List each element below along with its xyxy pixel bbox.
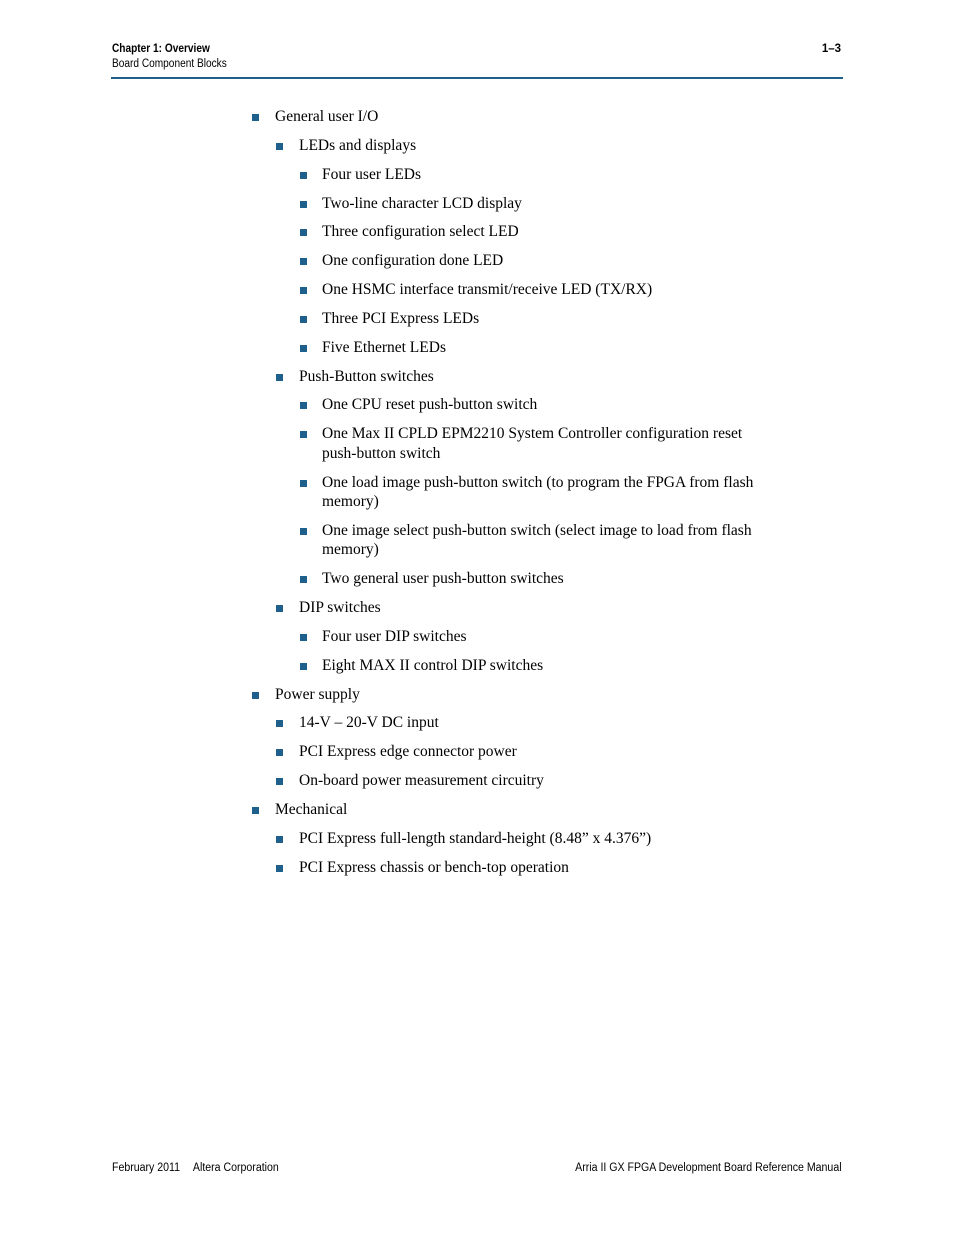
page-footer-right [576, 1162, 842, 1174]
list-item: One CPU reset push-button switch [322, 396, 538, 413]
list-item: Four user LEDs [322, 166, 422, 183]
list-item: One HSMC interface transmit/receive LED (TX/RX) [322, 281, 653, 298]
footer-manual-title: Arria II GX FPGA Development Board Reference Manual [575, 1162, 842, 1174]
footer-date: February 2011 [112, 1162, 181, 1174]
list-item: PCI Express edge connector power [299, 743, 517, 760]
footer-company: Altera Corporation [192, 1162, 279, 1174]
list-item: Five Ethernet LEDs [322, 339, 446, 356]
list-item-continuation: push-button switch [322, 445, 441, 462]
square-bullet-icon [252, 114, 259, 121]
list-item: One configuration done LED [322, 252, 504, 269]
square-bullet-icon [276, 605, 283, 612]
list-item-continuation: memory) [322, 493, 379, 510]
square-bullet-icon [252, 692, 259, 699]
square-bullet-icon [300, 480, 307, 487]
square-bullet-icon [276, 720, 283, 727]
list-item: Two-line character LCD display [322, 195, 522, 212]
square-bullet-icon [300, 576, 307, 583]
square-bullet-icon [300, 634, 307, 641]
square-bullet-icon [276, 374, 283, 381]
square-bullet-icon [300, 663, 307, 670]
list-item: PCI Express chassis or bench-top operation [299, 859, 569, 876]
list-item: Power supply [275, 686, 360, 703]
list-item: One load image push-button switch (to program the FPGA from flash [322, 474, 754, 491]
square-bullet-icon [276, 865, 283, 872]
square-bullet-icon [300, 172, 307, 179]
list-item: DIP switches [299, 599, 381, 616]
square-bullet-icon [300, 316, 307, 323]
page-number: 1–3 [821, 43, 841, 55]
list-item: Three configuration select LED [322, 223, 519, 240]
chapter-title: Chapter 1: Overview [112, 43, 210, 55]
square-bullet-icon [300, 287, 307, 294]
list-item: One image select push-button switch (select image to load from flash [322, 522, 752, 539]
section-title: Board Component Blocks [112, 58, 227, 70]
list-item: Push-Button switches [299, 368, 434, 385]
square-bullet-icon [276, 143, 283, 150]
square-bullet-icon [276, 778, 283, 785]
list-item: Three PCI Express LEDs [322, 310, 480, 327]
square-bullet-icon [252, 807, 259, 814]
square-bullet-icon [276, 836, 283, 843]
square-bullet-icon [300, 229, 307, 236]
header-rule [111, 77, 843, 79]
square-bullet-icon [300, 431, 307, 438]
square-bullet-icon [276, 749, 283, 756]
list-item: On-board power measurement circuitry [299, 772, 544, 789]
square-bullet-icon [300, 528, 307, 535]
list-item: Eight MAX II control DIP switches [322, 657, 544, 674]
square-bullet-icon [300, 258, 307, 265]
list-item: PCI Express full-length standard-height (8.48” x 4.376”) [299, 830, 652, 847]
list-item: Two general user push-button switches [322, 570, 564, 587]
list-item: One Max II CPLD EPM2210 System Controller configuration reset [322, 425, 743, 442]
list-item: General user I/O [275, 108, 379, 125]
square-bullet-icon [300, 201, 307, 208]
list-item: Four user DIP switches [322, 628, 467, 645]
list-item: Mechanical [275, 801, 348, 818]
square-bullet-icon [300, 345, 307, 352]
page-footer-left [112, 1162, 279, 1174]
list-item-continuation: memory) [322, 541, 379, 558]
list-item: LEDs and displays [299, 137, 417, 154]
square-bullet-icon [300, 402, 307, 409]
list-item: 14-V – 20-V DC input [299, 714, 439, 731]
